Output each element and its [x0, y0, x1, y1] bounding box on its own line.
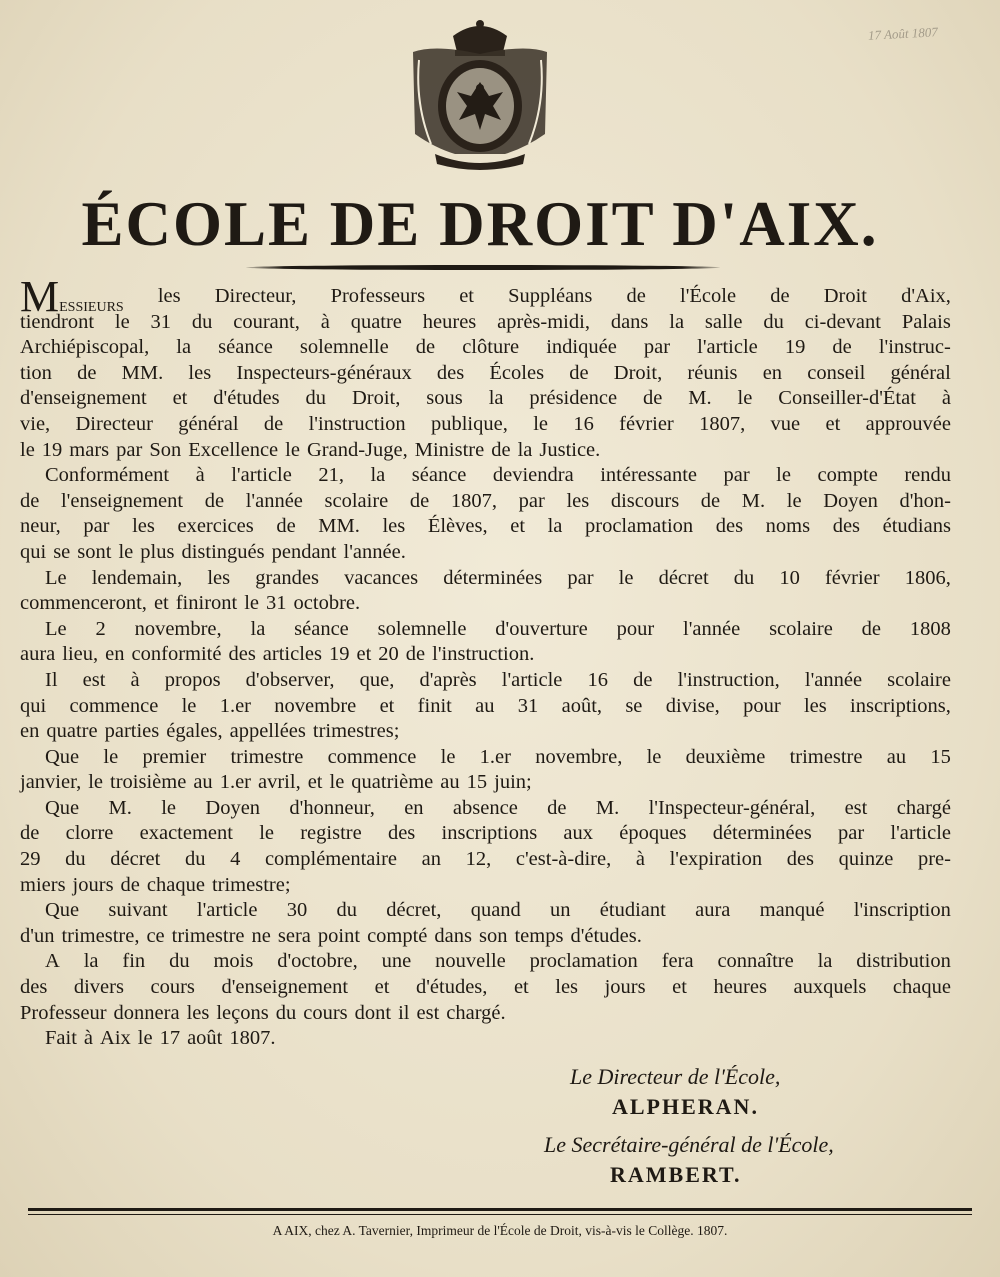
body-line: de clorre exactement le registre des inscriptions aux époques déterminées par l'article: [20, 822, 951, 845]
poster-title: ÉCOLE DE DROIT D'AIX.: [81, 189, 879, 259]
body-line: commenceront, et finiront le 31 octobre.: [20, 592, 361, 615]
printer-imprint: A AIX, chez A. Tavernier, Imprimeur de l'École de Droit, vis-à-vis le Collège. 1807.: [272, 1223, 728, 1238]
body-line: Que le premier trimestre commence le 1.er novembre, le deuxième trimestre au 15: [45, 745, 951, 768]
secretary-role: Le Secrétaire-général de l'École,: [544, 1132, 834, 1157]
body-line: Messieurs les Directeur, Professeurs et Suppléans de l'École de Droit d'Aix,: [20, 272, 951, 321]
body-line: d'un trimestre, ce trimestre ne sera point compté dans son temps d'études.: [20, 924, 642, 947]
body-line: Conformément à l'article 21, la séance deviendra intéressante par le compte rendu: [45, 464, 951, 487]
body-line: de l'enseignement de l'année scolaire de 1807, par les discours de M. le Doyen d'hon-: [20, 489, 951, 512]
body-line: Fait à Aix le 17 août 1807.: [45, 1027, 276, 1050]
director-role: Le Directeur de l'École,: [570, 1064, 781, 1089]
body-line: Professeur donnera les leçons du cours dont il est chargé.: [20, 1001, 506, 1024]
body-line: vie, Directeur général de l'instruction publique, le 16 février 1807, vue et approuvée: [20, 412, 951, 435]
handwritten-date-annotation: 17 Août 1807: [867, 24, 939, 43]
imperial-eagle-crest-icon: [405, 14, 555, 174]
body-line: Que suivant l'article 30 du décret, quand un étudiant aura manqué l'inscription: [45, 899, 951, 922]
body-line: qui se sont le plus distingués pendant l'année.: [20, 540, 406, 563]
body-line: A la fin du mois d'octobre, une nouvelle proclamation fera connaître la distribution: [45, 950, 951, 973]
body-line: le 19 mars par Son Excellence le Grand-Juge, Ministre de la Justice.: [20, 438, 601, 461]
body-line: aura lieu, en conformité des articles 19 et 20 de l'instruction.: [20, 643, 535, 666]
footer-rule-thin: [28, 1214, 972, 1215]
director-name: ALPHERAN.: [612, 1094, 759, 1119]
secretary-name: RAMBERT.: [610, 1162, 742, 1187]
body-line: tion de MM. les Inspecteurs-généraux des Écoles de Droit, réunis en conseil général: [20, 361, 951, 384]
body-line: Le lendemain, les grandes vacances déterminées par le décret du 10 février 1806,: [45, 566, 951, 589]
body-line: 29 du décret du 4 complémentaire an 12, c'est-à-dire, à l'expiration des quinze pre-: [20, 848, 951, 871]
body-line: des divers cours d'enseignement et d'études, et les jours et heures auxquels chaque: [20, 976, 951, 999]
proclamation-body: [20, 272, 951, 1052]
body-line: Le 2 novembre, la séance solemnelle d'ouverture pour l'année scolaire de 1808: [45, 617, 951, 640]
body-line: janvier, le troisième au 1.er avril, et le quatrième au 15 juin;: [20, 771, 532, 794]
body-line: Archiépiscopal, la séance solemnelle de clôture indiquée par l'article 19 de l'instruc-: [20, 336, 951, 359]
title-rule: [246, 265, 720, 270]
body-line: miers jours de chaque trimestre;: [20, 873, 291, 896]
body-line: neur, par les exercices de MM. les Élèves, et la proclamation des noms des étudians: [20, 515, 951, 538]
body-line: tiendront le 31 du courant, à quatre heures après-midi, dans la salle du ci-devant Palais: [20, 310, 951, 333]
body-line: d'enseignement et d'études du Droit, sous la présidence de M. le Conseiller-d'État à: [20, 387, 951, 410]
body-line: Que M. le Doyen d'honneur, en absence de M. l'Inspecteur-général, est chargé: [45, 796, 951, 819]
body-line: en quatre parties égales, appellées trimestres;: [20, 720, 400, 743]
body-line: Il est à propos d'observer, que, d'après l'article 16 de l'instruction, l'année scolaire: [45, 668, 951, 691]
body-line: qui commence le 1.er novembre et finit au 31 août, se divise, pour les inscriptions,: [20, 694, 951, 717]
footer-rule: [28, 1208, 972, 1211]
